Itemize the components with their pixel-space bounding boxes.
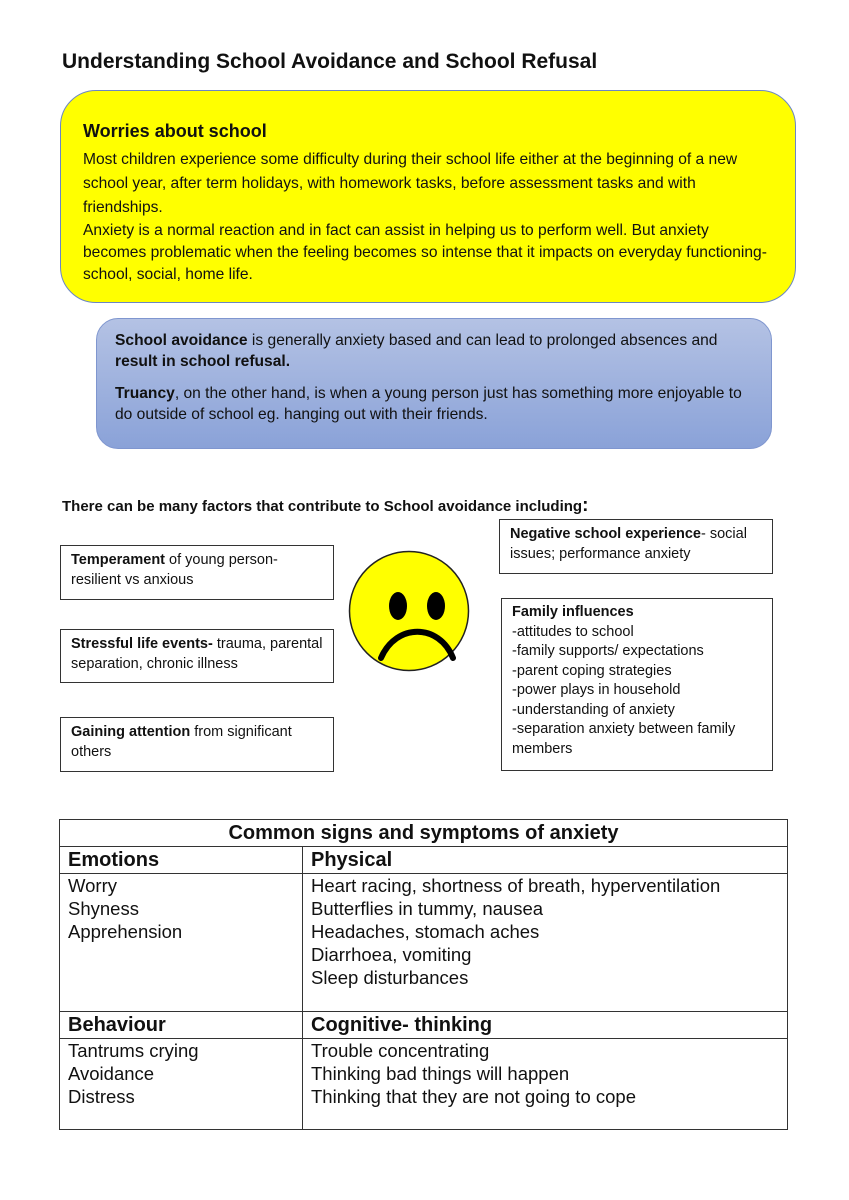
page-title: Understanding School Avoidance and School Refusal (62, 50, 598, 73)
cognitive-list (303, 1039, 788, 1130)
list-item: Trouble concentrating (311, 1040, 490, 1061)
factor-attention-text: from significant others (71, 724, 292, 760)
factor-stressful-life-events (60, 629, 334, 683)
list-item: Headaches, stomach aches (311, 921, 540, 942)
physical-list (303, 874, 788, 1012)
factor-temperament-text: of young person- resilient vs anxious (71, 552, 278, 588)
table-title: Common signs and symptoms of anxiety (60, 820, 788, 847)
factors-heading-colon: : (582, 495, 589, 516)
sad-face-icon (348, 550, 470, 672)
list-item: Tantrums crying (68, 1040, 199, 1061)
list-item: Apprehension (68, 921, 183, 942)
family-influence-item: -power plays in household (512, 682, 681, 698)
factor-negative-school-experience (499, 519, 773, 574)
factor-family-influences (501, 598, 773, 771)
right-eye (427, 592, 445, 620)
truancy-text: , on the other hand, is when a young person just has something more enjoyable to do outside of school eg. hanging out with their friends. (115, 385, 742, 423)
factor-negative-text: - social issues; performance anxiety (510, 526, 747, 562)
worries-heading: Worries about school (83, 121, 267, 141)
worries-paragraph-1: Most children experience some difficulty during their school life either at the beginning of a new school year, after term holidays, with homework tasks, before assessment tasks and with friendships. (83, 151, 738, 216)
list-item: Shyness (68, 898, 139, 919)
worries-about-school-box (60, 90, 796, 303)
list-item: Distress (68, 1086, 135, 1107)
list-item: Sleep disturbances (311, 967, 469, 988)
factors-heading (62, 495, 588, 517)
factor-gaining-attention (60, 717, 334, 772)
school-avoidance-term: School avoidance (115, 332, 248, 349)
factor-stressful-text: trauma, parental separation, chronic illness (71, 636, 323, 672)
factor-attention-label: Gaining attention (71, 724, 191, 740)
emotions-header: Emotions (60, 847, 303, 874)
anxiety-symptoms-table (59, 819, 788, 1130)
factor-temperament (60, 545, 334, 600)
factors-heading-text: There can be many factors that contribute to School avoidance including (62, 498, 583, 515)
list-item: Diarrhoea, vomiting (311, 944, 472, 965)
list-item: Avoidance (68, 1063, 155, 1084)
emotions-list (60, 874, 303, 1012)
list-item: Heart racing, shortness of breath, hyperventilation (311, 875, 721, 896)
avoidance-vs-truancy-box (96, 318, 772, 449)
family-influence-item: -separation anxiety between family members (512, 721, 736, 757)
cognitive-header: Cognitive- thinking (303, 1012, 788, 1039)
list-item: Thinking bad things will happen (311, 1063, 570, 1084)
physical-header: Physical (303, 847, 788, 874)
truancy-definition (115, 383, 753, 425)
family-influence-item: -family supports/ expectations (512, 643, 704, 659)
factor-temperament-label: Temperament (71, 552, 166, 568)
list-item: Butterflies in tummy, nausea (311, 898, 544, 919)
behaviour-list (60, 1039, 303, 1130)
factor-family-label: Family influences (512, 604, 634, 620)
school-avoidance-definition (115, 330, 753, 372)
school-avoidance-text: is generally anxiety based and can lead to prolonged absences and (247, 332, 718, 349)
factor-negative-label: Negative school experience (510, 526, 701, 542)
school-refusal-phrase: result in school refusal. (115, 353, 291, 370)
list-item: Thinking that they are not going to cope (311, 1086, 636, 1107)
left-eye (389, 592, 407, 620)
behaviour-header: Behaviour (60, 1012, 303, 1039)
list-item: Worry (68, 875, 117, 896)
worries-paragraph-2: Anxiety is a normal reaction and in fact can assist in helping us to perform well. But anxiety becomes problematic when the feeling becomes so intense that it impacts on everyday functioning- school, social, home life. (83, 222, 767, 283)
family-influence-item: -parent coping strategies (512, 662, 672, 679)
family-influence-item: -understanding of anxiety (512, 701, 675, 718)
factor-stressful-label: Stressful life events- (71, 636, 213, 652)
truancy-term: Truancy (115, 385, 175, 402)
family-influence-item: -attitudes to school (512, 623, 634, 640)
